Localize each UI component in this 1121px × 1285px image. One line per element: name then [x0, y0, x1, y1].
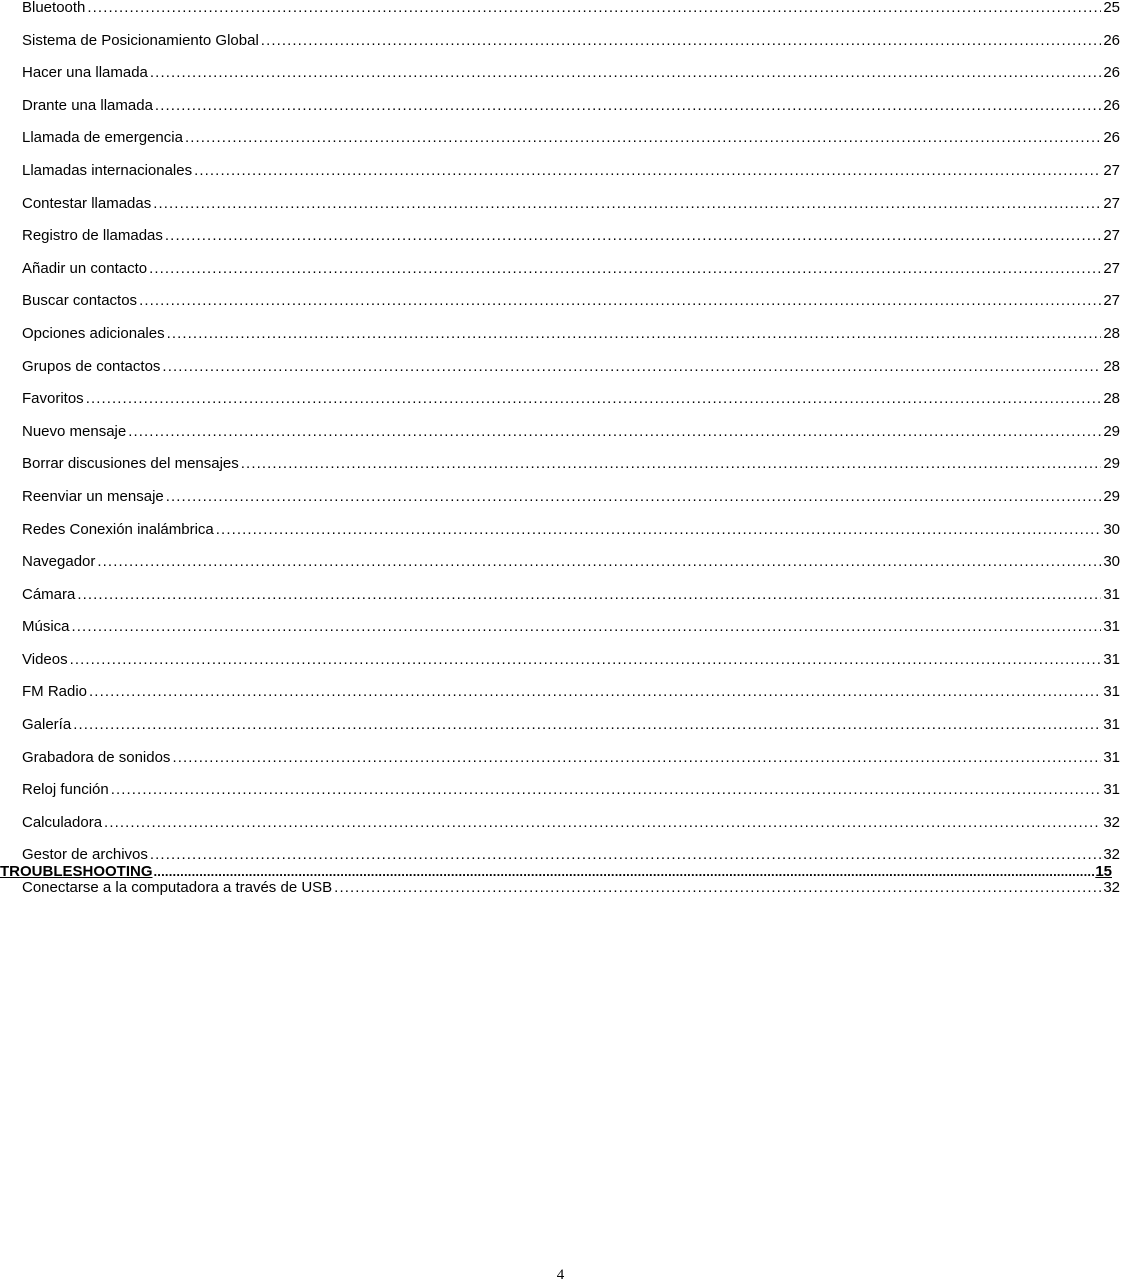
toc-entry[interactable] — [22, 488, 1120, 521]
toc-leader-dots — [185, 129, 1101, 146]
toc-entry-title: Llamada de emergencia — [22, 129, 183, 147]
toc-entry-page: 31 — [1103, 618, 1120, 636]
toc-entry-title: Contestar llamadas — [22, 194, 152, 212]
toc-entry-title: Grabadora de sonidos — [22, 748, 171, 766]
toc-leader-dots — [194, 162, 1101, 179]
toc-entry[interactable] — [22, 162, 1120, 195]
toc-entry[interactable] — [22, 260, 1120, 293]
toc-entry-page: 28 — [1103, 324, 1120, 342]
toc-entry-page: 28 — [1103, 357, 1120, 375]
toc-entry[interactable] — [22, 390, 1120, 423]
toc-entry-title: Opciones adicionales — [22, 324, 165, 342]
toc-entry-title: Registro de llamadas — [22, 227, 163, 245]
toc-entry[interactable] — [22, 129, 1120, 162]
toc-leader-dots — [77, 586, 1101, 603]
toc-entry[interactable] — [22, 195, 1120, 228]
toc-entry[interactable] — [22, 455, 1120, 488]
toc-entry[interactable] — [22, 716, 1120, 749]
toc-entry-title: Añadir un contacto — [22, 259, 148, 277]
toc-leader-dots — [150, 64, 1101, 81]
toc-leader-dots — [111, 781, 1102, 798]
toc-entry[interactable] — [22, 64, 1120, 97]
toc-leader-dots — [153, 195, 1101, 212]
toc-leader-dots — [241, 455, 1102, 472]
toc-entry-page: 29 — [1103, 422, 1120, 440]
toc-leader-dots — [165, 227, 1101, 244]
toc-entry-title: Grupos de contactos — [22, 357, 161, 375]
toc-entry-title: Música — [22, 618, 70, 636]
toc-leader-dots — [167, 325, 1102, 342]
toc-entry-title: FM Radio — [22, 683, 88, 701]
toc-entry[interactable] — [22, 553, 1120, 586]
toc-entry-page: 26 — [1103, 129, 1120, 147]
toc-entry-title: Navegador — [22, 553, 96, 571]
toc-leader-dots — [154, 863, 1095, 880]
toc-entry[interactable] — [22, 879, 1120, 912]
toc-entry[interactable] — [22, 32, 1120, 65]
toc-leader-dots — [155, 97, 1101, 114]
toc-entry-page: 26 — [1103, 96, 1120, 114]
toc-entry-page: 30 — [1103, 520, 1120, 538]
toc-entry-page: 28 — [1103, 390, 1120, 408]
toc-leader-dots — [162, 358, 1101, 375]
toc-entry-page: 27 — [1103, 161, 1120, 179]
toc-entry-page: 29 — [1103, 487, 1120, 505]
toc-entry-page: 32 — [1103, 813, 1120, 831]
toc-leader-dots — [70, 651, 1102, 668]
toc-entry-page: 29 — [1103, 455, 1120, 473]
toc-leader-dots — [150, 846, 1101, 863]
toc-entry-page: 26 — [1103, 64, 1120, 82]
toc-entry-title: Redes Conexión inalámbrica — [22, 520, 214, 538]
toc-entry[interactable] — [22, 651, 1120, 684]
toc-entry-title: Reloj función — [22, 781, 109, 799]
toc-entry[interactable] — [22, 749, 1120, 782]
page-number: 4 — [556, 1267, 565, 1283]
toc-entry-title: Conectarse a la computadora a través de USB — [22, 879, 333, 897]
toc-leader-dots — [139, 292, 1101, 309]
toc-entry-title: Borrar discusiones del mensajes — [22, 455, 239, 473]
toc-leader-dots — [89, 683, 1101, 700]
toc-section-troubleshooting[interactable] — [0, 863, 1112, 880]
toc-leader-dots — [216, 521, 1102, 538]
toc-entry-page: 31 — [1103, 716, 1120, 734]
toc-leader-dots — [261, 32, 1102, 49]
toc-leader-dots — [86, 390, 1102, 407]
table-of-contents — [22, 0, 1120, 912]
toc-entry-page: 27 — [1103, 194, 1120, 212]
toc-entry[interactable] — [22, 781, 1120, 814]
toc-entry[interactable] — [22, 521, 1120, 554]
toc-leader-dots — [104, 814, 1101, 831]
toc-entry-title: Reenviar un mensaje — [22, 487, 164, 505]
toc-entry-title: Gestor de archivos — [22, 846, 148, 864]
toc-entry[interactable] — [22, 227, 1120, 260]
toc-entry-page: 31 — [1103, 683, 1120, 701]
toc-entry[interactable] — [22, 814, 1120, 847]
toc-leader-dots — [87, 0, 1101, 16]
toc-entry[interactable] — [22, 423, 1120, 456]
toc-entry-page: 32 — [1103, 846, 1120, 864]
toc-entry[interactable] — [22, 683, 1120, 716]
toc-leader-dots — [334, 879, 1101, 896]
toc-leader-dots — [172, 749, 1101, 766]
toc-section-page: 15 — [1095, 863, 1112, 880]
toc-entry-title: Favoritos — [22, 390, 84, 408]
toc-entry-title: Sistema de Posicionamiento Global — [22, 31, 259, 49]
toc-section-title: TROUBLESHOOTING — [0, 863, 153, 880]
toc-entry-title: Nuevo mensaje — [22, 422, 127, 440]
toc-entry[interactable] — [22, 97, 1120, 130]
toc-entry-title: Videos — [22, 650, 68, 668]
toc-leader-dots — [128, 423, 1101, 440]
toc-entry-title: Llamadas internacionales — [22, 161, 193, 179]
toc-entry-page: 31 — [1103, 585, 1120, 603]
toc-leader-dots — [97, 553, 1101, 570]
toc-entry-page: 31 — [1103, 781, 1120, 799]
toc-entry[interactable] — [22, 325, 1120, 358]
toc-entry-page: 32 — [1103, 879, 1120, 897]
toc-entry-page: 27 — [1103, 227, 1120, 245]
toc-entry-page: 31 — [1103, 748, 1120, 766]
toc-leader-dots — [73, 716, 1101, 733]
toc-entry-page: 27 — [1103, 259, 1120, 277]
toc-entry-title: Drante una llamada — [22, 96, 153, 114]
toc-entry[interactable] — [22, 586, 1120, 619]
toc-entry-title: Calculadora — [22, 813, 103, 831]
toc-entry-page: 30 — [1103, 553, 1120, 571]
toc-entry-page: 27 — [1103, 292, 1120, 310]
toc-entry-page: 31 — [1103, 650, 1120, 668]
toc-entry-title: Hacer una llamada — [22, 64, 148, 82]
toc-entry-title: Galería — [22, 716, 72, 734]
toc-entry-title: Bluetooth — [22, 0, 86, 16]
toc-leader-dots — [72, 618, 1102, 635]
toc-leader-dots — [149, 260, 1101, 277]
toc-entry-title: Cámara — [22, 585, 76, 603]
toc-entry[interactable] — [22, 618, 1120, 651]
toc-entry[interactable] — [22, 292, 1120, 325]
toc-entry-page: 25 — [1103, 0, 1120, 16]
toc-entry-title: Buscar contactos — [22, 292, 138, 310]
toc-leader-dots — [166, 488, 1102, 505]
toc-entry[interactable] — [22, 0, 1120, 32]
toc-entry-page: 26 — [1103, 31, 1120, 49]
toc-entry[interactable] — [22, 358, 1120, 391]
